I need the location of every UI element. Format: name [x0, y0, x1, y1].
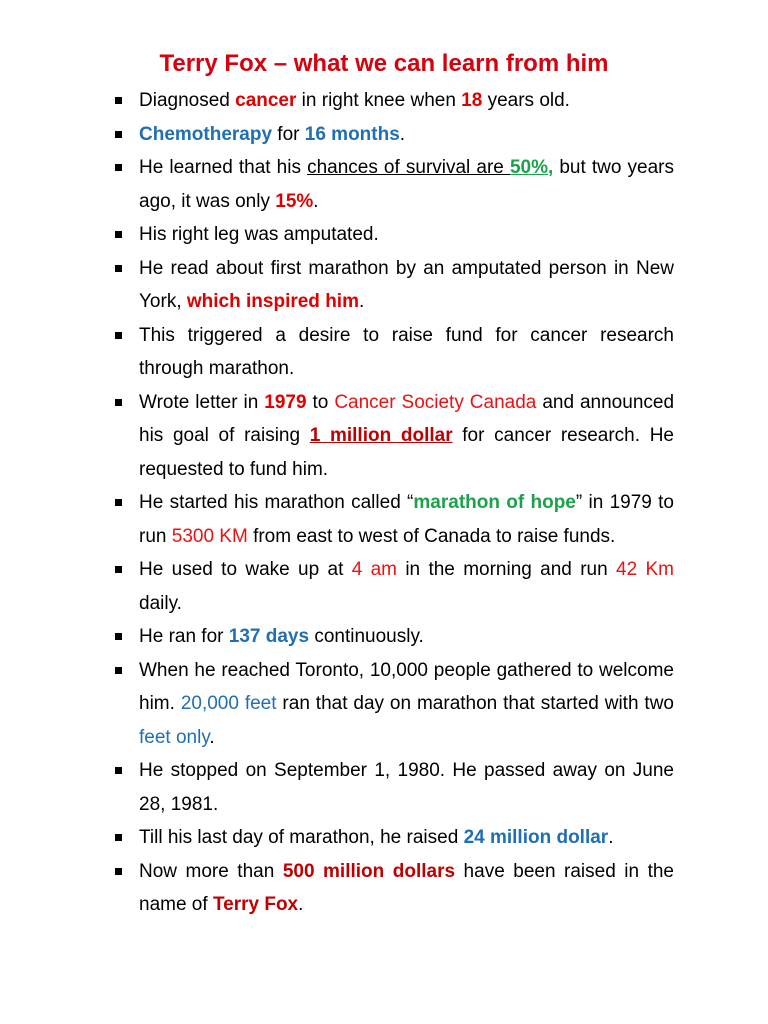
text: Wrote letter in: [139, 391, 265, 413]
text: He ran for: [139, 626, 229, 647]
highlight: 500 million dollars: [282, 860, 456, 882]
highlight: Cancer Society Canada: [334, 391, 537, 413]
list-item: [112, 118, 674, 152]
highlight: 20,000 feet: [180, 693, 277, 714]
text: Diagnosed: [139, 90, 236, 111]
highlight: 1979: [264, 391, 307, 413]
bullet-square-icon: [115, 399, 122, 406]
highlight: 4 am: [351, 559, 397, 580]
text: When he reached Toronto, 10,000 people gathered to welcome him.: [139, 659, 674, 714]
text: for: [272, 123, 305, 145]
bullet-square-icon: [115, 265, 122, 272]
highlight: 137 days: [228, 626, 310, 647]
bullet-square-icon: [115, 131, 122, 138]
highlight: Chemotherapy: [139, 123, 273, 145]
text: from east to west of Canada to raise funds.: [247, 525, 616, 547]
list-item: [112, 553, 674, 620]
list-item: [112, 620, 674, 654]
highlight: 16 months: [304, 123, 400, 145]
list-item: [112, 252, 674, 319]
bullet-square-icon: [115, 767, 122, 774]
bullet-square-icon: [115, 97, 122, 104]
list-item: [112, 84, 674, 118]
bullet-square-icon: [115, 834, 122, 841]
text: .: [313, 190, 319, 212]
list-item: [112, 151, 674, 218]
highlight: 42 Km: [616, 559, 674, 580]
bullet-square-icon: [115, 868, 122, 875]
list-item: [112, 821, 674, 855]
text: .: [209, 726, 215, 748]
highlight: feet only: [139, 726, 210, 748]
text: .: [298, 894, 304, 915]
highlight: 15%: [275, 190, 314, 212]
bullet-square-icon: [115, 164, 122, 171]
list-item: [112, 654, 674, 755]
highlight: 5300 KM: [171, 525, 248, 547]
text: ” in 1979 to run: [139, 492, 674, 547]
text: ran that day on marathon that started with two: [276, 693, 674, 714]
bullet-square-icon: [115, 499, 122, 506]
text: in the morning and run: [396, 559, 617, 580]
text: His right leg was amputated.: [139, 224, 379, 245]
highlight: cancer: [235, 90, 297, 111]
text: in right knee when: [296, 90, 462, 111]
list-item: [112, 386, 674, 487]
text: He started his marathon called “: [139, 492, 414, 513]
highlight: 50%,: [509, 157, 554, 178]
bullet-square-icon: [115, 667, 122, 674]
bullet-square-icon: [115, 633, 122, 640]
list-item: [112, 319, 674, 386]
text: for cancer research. He requested to fund him.: [139, 425, 674, 480]
text: He stopped on September 1, 1980. He passed away on June 28, 1981.: [139, 760, 674, 815]
fact-list: [112, 84, 674, 922]
text: but two years ago, it was only: [139, 157, 675, 212]
list-item: [112, 855, 674, 922]
text: daily.: [139, 592, 182, 614]
text: Till his last day of marathon, he raised: [139, 827, 464, 848]
text: Now more than: [139, 860, 283, 882]
highlight: marathon of hope: [413, 492, 576, 513]
highlight: 18: [461, 90, 483, 111]
page-title: Terry Fox – what we can learn from him: [159, 50, 609, 77]
highlight: 1 million dollar: [309, 425, 453, 446]
bullet-square-icon: [115, 231, 122, 238]
text: .: [399, 123, 406, 145]
bullet-square-icon: [115, 566, 122, 573]
text: and announced his goal of raising: [139, 391, 675, 446]
highlight: 24 million dollar: [463, 827, 609, 848]
text: have been raised in the name of: [139, 860, 674, 915]
list-item: [112, 218, 674, 252]
text: He used to wake up at: [139, 559, 352, 580]
list-item: [112, 486, 674, 553]
text: He read about first marathon by an amputated person in New York,: [139, 257, 674, 312]
list-item: [112, 754, 674, 821]
highlight: which inspired him: [186, 291, 359, 312]
text: years old.: [482, 90, 570, 111]
highlight: Terry Fox: [212, 894, 299, 915]
text: .: [358, 291, 365, 312]
text: He learned that his: [139, 157, 308, 178]
text: This triggered a desire to raise fund for cancer research through marathon.: [139, 324, 674, 379]
text: .: [608, 827, 614, 848]
text: to: [306, 391, 335, 413]
underlined-text: chances of survival are: [307, 157, 510, 178]
bullet-square-icon: [115, 332, 122, 339]
text: continuously.: [309, 626, 424, 647]
